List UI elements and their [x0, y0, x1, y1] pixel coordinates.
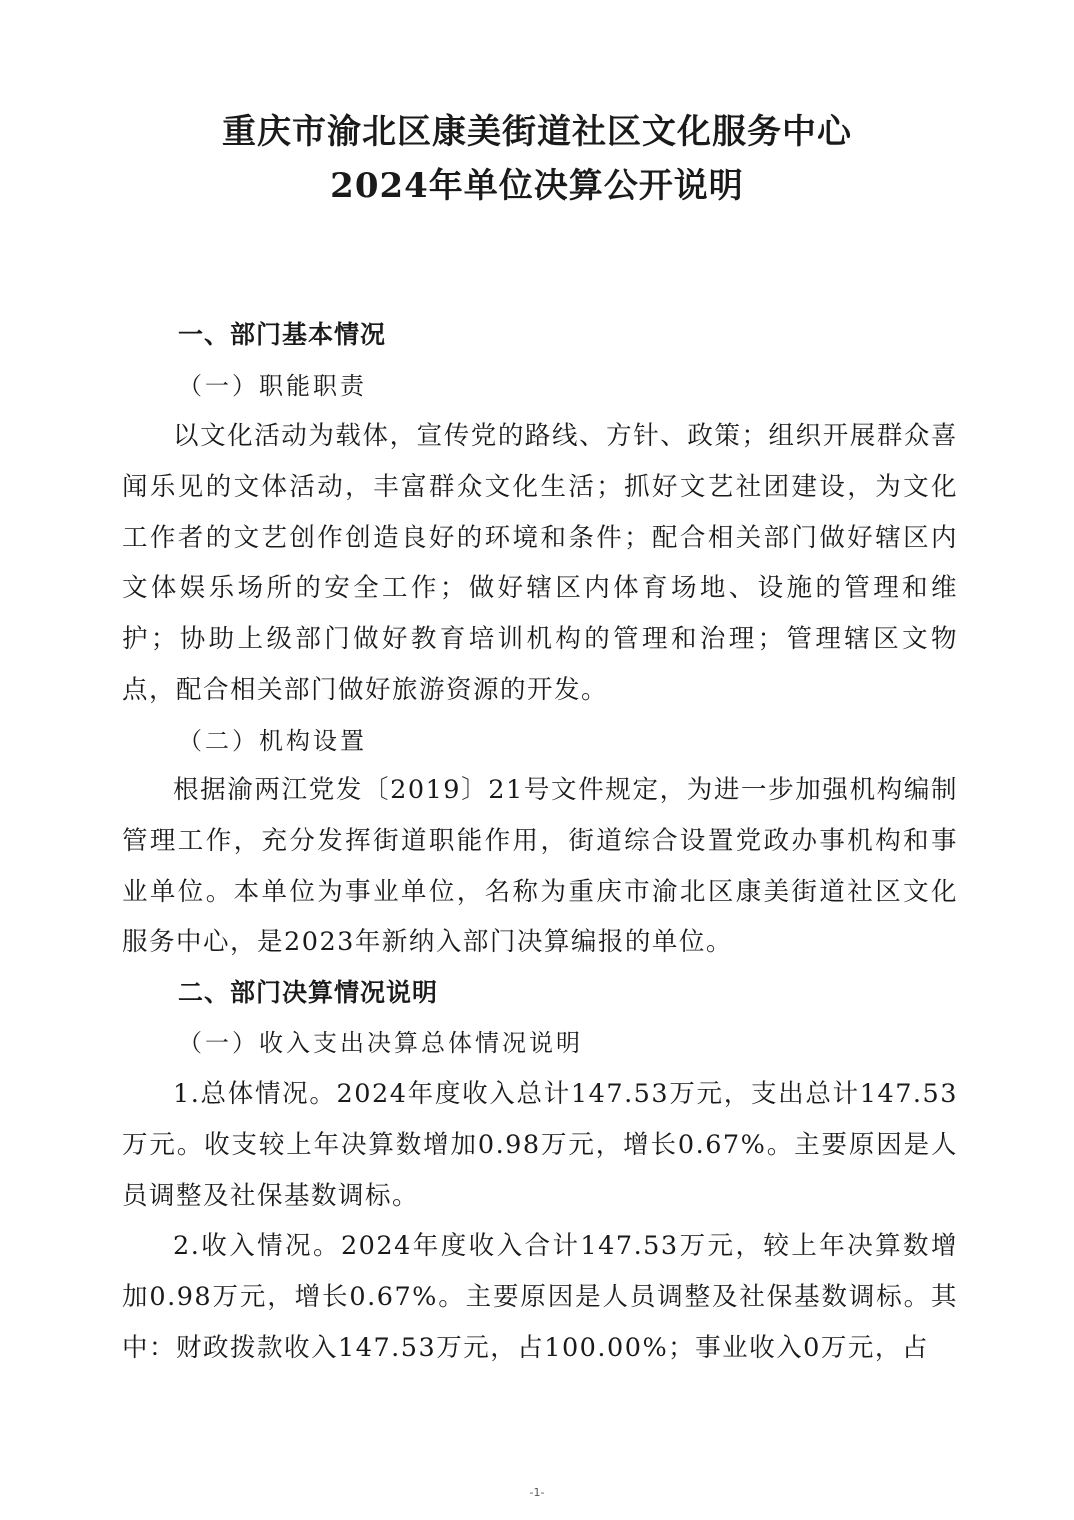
section-1-heading: 一、部门基本情况: [178, 320, 387, 349]
section-2-heading: 二、部门决算情况说明: [178, 978, 439, 1007]
overall-situation-paragraph: 1.总体情况。2024年度收入总计147.53万元，支出总计147.53万元。收支较上年决算数增加0.98万元，增长0.67%。主要原因是人员调整及社保基数调标。: [122, 1079, 958, 1211]
page-number: -1-: [529, 1486, 545, 1499]
section-2-sub-1-heading: （一）收入支出决算总体情况说明: [178, 1029, 583, 1057]
document-title-line-1: 重庆市渝北区康美街道社区文化服务中心: [222, 112, 852, 152]
document-title-line-2: 2024年单位决算公开说明: [330, 166, 744, 206]
organization-paragraph: 根据渝两江党发〔2019〕21号文件规定，为进一步加强机构编制管理工作，充分发挥街道职能作用，街道综合设置党政办事机构和事业单位。本单位为事业单位，名称为重庆市渝北区康美街道社区文化服务中心，是2023年新纳入部门决算编报的单位。: [122, 775, 958, 958]
income-situation-paragraph: 2.收入情况。2024年度收入合计147.53万元，较上年决算数增加0.98万元，增长0.67%。主要原因是人员调整及社保基数调标。其中：财政拨款收入147.53万元，占100.00%；事业收入0万元，占: [122, 1231, 958, 1363]
section-1-sub-1-heading: （一）职能职责: [178, 372, 367, 400]
duties-paragraph: 以文化活动为载体，宣传党的路线、方针、政策；组织开展群众喜闻乐见的文体活动，丰富群众文化生活；抓好文艺社团建设，为文化工作者的文艺创作创造良好的环境和条件；配合相关部门做好辖区内文体娱乐场所的安全工作；做好辖区内体育场地、设施的管理和维护；协助上级部门做好教育培训机构的管理和治理；管理辖区文物点，配合相关部门做好旅游资源的开发。: [122, 421, 958, 705]
section-1-sub-2-heading: （二）机构设置: [178, 727, 367, 755]
